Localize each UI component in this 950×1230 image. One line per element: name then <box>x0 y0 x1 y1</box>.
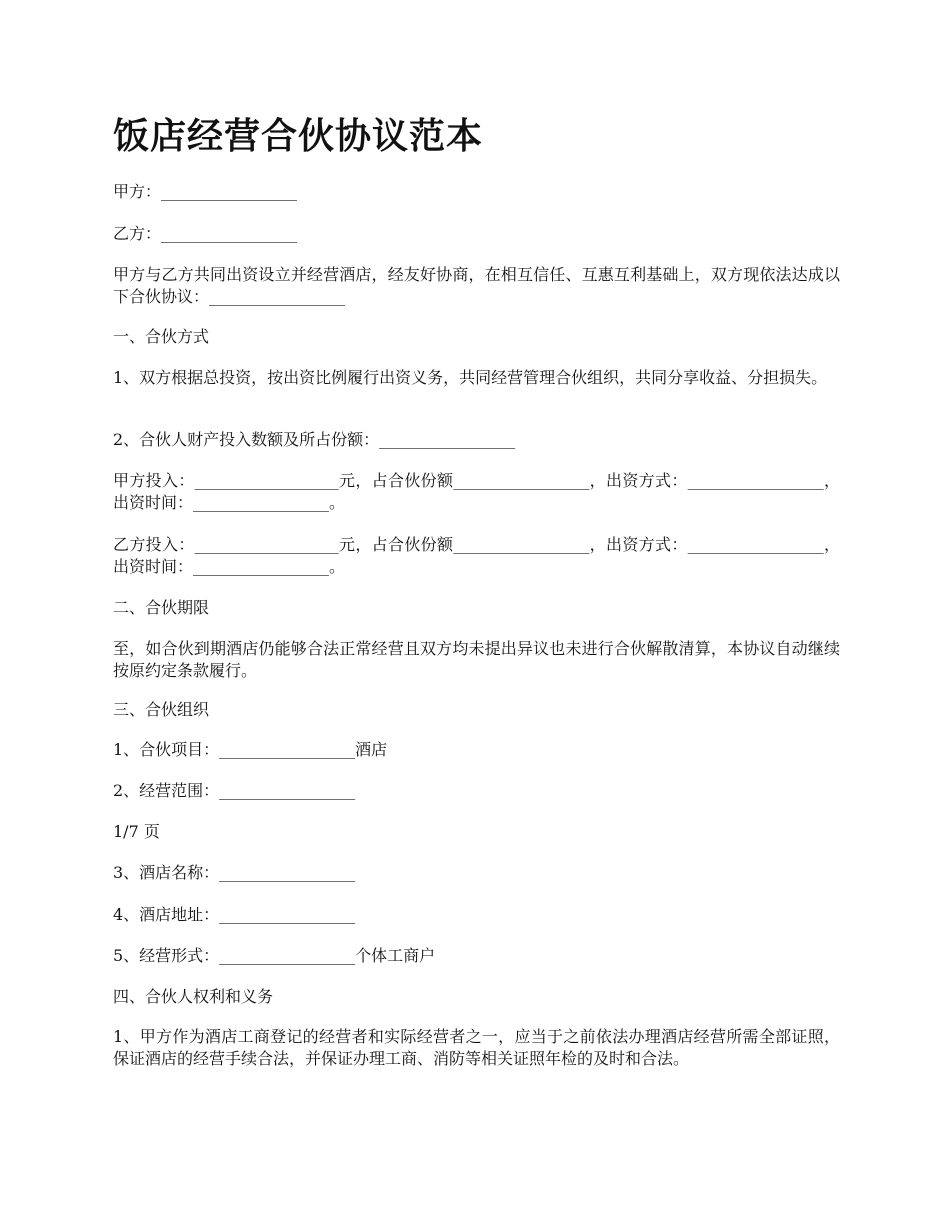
section-heading-3: 三、合伙组织 <box>113 700 210 719</box>
clause-3-2: 2、经营范围：_________________ <box>113 781 356 800</box>
party-b-line: 乙方：_________________ <box>113 224 298 243</box>
clause-3-5: 5、经营形式：_________________个体工商户 <box>113 946 436 965</box>
term-paragraph: 至，如合伙到期酒店仍能够合法正常经营且双方均未提出异议也未进行合伙解散清算，本协议自动继续按原约定条款履行。 <box>113 639 840 680</box>
clause-3-1: 1、合伙项目：_________________酒店 <box>113 740 388 759</box>
clause-1-1: 1、双方根据总投资，按出资比例履行出资义务，共同经营管理合伙组织，共同分享收益、分担损失。 <box>113 368 828 387</box>
clause-4-1: 1、甲方作为酒店工商登记的经营者和实际经营者之一，应当于之前依法办理酒店经营所需全部证照，保证酒店的经营手续合法，并保证办理工商、消防等相关证照年检的及时和合法。 <box>113 1027 840 1068</box>
section-heading-2: 二、合伙期限 <box>113 598 210 617</box>
party-a-line: 甲方：_________________ <box>113 182 298 201</box>
document-title: 饭店经营合伙协议范本 <box>113 116 484 157</box>
party-b-investment: 乙方投入：__________________元，占合伙份额_________________，出资方式：_________________，出资时间：_________________。 <box>113 535 840 576</box>
section-heading-1: 一、合伙方式 <box>113 327 210 346</box>
clause-3-4: 4、酒店地址：_________________ <box>113 905 356 924</box>
page-number: 1/7 页 <box>113 822 160 841</box>
clause-1-2: 2、合伙人财产投入数额及所占份额：_________________ <box>113 430 516 449</box>
preamble-paragraph: 甲方与乙方共同出资设立并经营酒店，经友好协商，在相互信任、互惠互利基础上，双方现依法达成以下合伙协议：_________________ <box>113 265 840 306</box>
clause-3-3: 3、酒店名称：_________________ <box>113 863 356 882</box>
section-heading-4: 四、合伙人权利和义务 <box>113 987 274 1006</box>
party-a-investment: 甲方投入：__________________元，占合伙份额_________________，出资方式：_________________，出资时间：_________________。 <box>113 471 840 512</box>
